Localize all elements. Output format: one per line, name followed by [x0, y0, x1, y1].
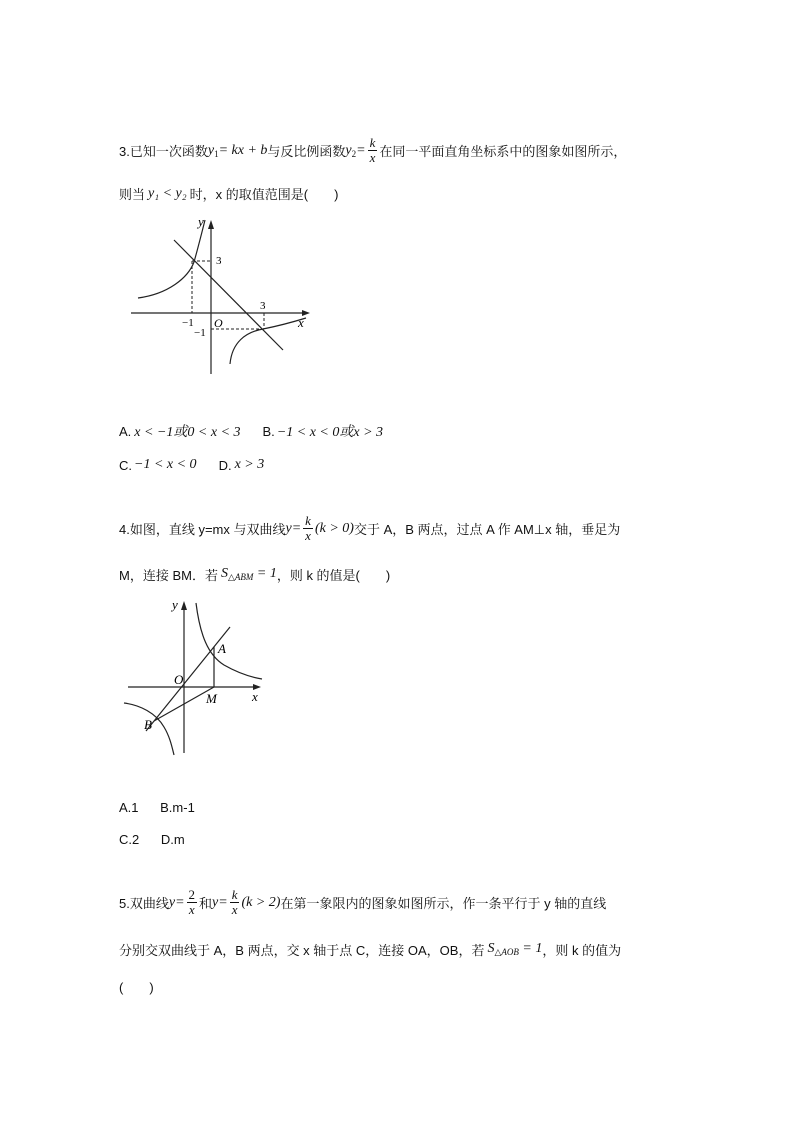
q3-label-x: x	[298, 315, 304, 330]
q4-tail: 交于 A，B 两点，过点 A 作 AM⊥x 轴，垂足为	[353, 522, 621, 537]
q4-line2-post: ，则 k 的值是( )	[276, 568, 391, 583]
q3-option-a-label[interactable]: A.	[119, 423, 132, 439]
q4-graph	[120, 595, 270, 757]
q4-label-a: A	[218, 641, 226, 656]
q3-tail: 在同一平面直角坐标系中的图象如图所示，	[379, 144, 627, 159]
q4-stem-line1	[119, 514, 620, 543]
q5-answer-bracket: ( )	[119, 980, 154, 995]
q4-stem-line2	[119, 565, 390, 584]
q3-hyperbola-branch-4	[230, 318, 306, 364]
q4-y-arrow-icon	[181, 601, 187, 610]
q3-line2-post: 时，x 的取值范围是( )	[189, 187, 339, 202]
q4-label-origin: O	[174, 672, 184, 687]
q3-option-b[interactable]: −1 < x < 0或x > 3	[276, 425, 384, 440]
q3-option-c-label[interactable]: C.	[119, 457, 132, 473]
q3-line2-pre: 则当	[119, 187, 146, 202]
q5-y1: y	[168, 894, 176, 910]
q4-option-a[interactable]: A.1	[119, 800, 139, 815]
q3-stem-line1	[119, 136, 626, 165]
q5-y2: y	[212, 894, 219, 910]
q4-option-c[interactable]: C.2	[119, 832, 140, 847]
q5-condition: (k > 2)	[241, 894, 281, 910]
q3-label-x3: 3	[260, 300, 266, 312]
q4-options-row1	[119, 800, 195, 815]
q3-option-d-label[interactable]: D.	[218, 457, 232, 473]
q4-eq: =	[291, 520, 302, 536]
q3-lead: 3.已知一次函数	[119, 144, 208, 159]
q3-linear-eq: = kx + b	[218, 142, 268, 158]
q4-lead: 4.如图，直线 y=mx 与双曲线	[119, 522, 286, 537]
q5-tail: 在第一象限内的图象如图所示，作一条平行于 y 轴的直线	[280, 896, 607, 911]
q5-lead: 5.双曲线	[119, 896, 169, 911]
q3-graph	[128, 212, 313, 378]
q3-fraction: $\frac{k}{x}$	[369, 135, 376, 165]
q3-options-row2	[119, 457, 264, 473]
q5-stem-line2	[119, 940, 621, 959]
q4-line2-pre: M，连接 BM．若	[119, 568, 218, 583]
q3-y-arrow-icon	[208, 220, 214, 229]
q4-option-d[interactable]: D.m	[160, 832, 185, 847]
q3-option-c[interactable]: −1 < x < 0	[134, 457, 197, 472]
q3-stem-line2	[119, 184, 338, 203]
q3-y1: $y_1$	[207, 142, 219, 159]
q5-line2-post: ，则 k 的值为	[542, 943, 622, 958]
q3-inequality: y₁ < y₂	[148, 185, 187, 201]
q4-hyperbola-branch-1	[196, 603, 262, 679]
q3-option-a[interactable]: x < −1或0 < x < 3	[134, 425, 241, 440]
q3-mid: 与反比例函数	[267, 144, 346, 159]
q3-label-y: y	[198, 214, 204, 229]
q5-eq2: =	[218, 894, 228, 910]
q5-stem-line1	[119, 888, 606, 917]
q4-label-x: x	[252, 689, 258, 704]
q3-label-xm1: −1	[182, 317, 194, 329]
q3-linear-line	[174, 240, 283, 350]
q4-y: y	[285, 520, 292, 536]
q4-fraction: $\frac{k}{x}$	[305, 513, 311, 543]
q3-hyperbola-branch-2	[138, 220, 205, 298]
q3-label-ym1: −1	[194, 327, 206, 339]
q4-option-b[interactable]: B.m-1	[160, 800, 195, 815]
q4-area: $S_{\triangle ABM} = 1$	[220, 566, 277, 582]
q3-option-b-label[interactable]: B.	[262, 423, 275, 439]
q5-eq1: =	[175, 894, 185, 910]
q3-options-row1	[119, 421, 383, 441]
q5-and: 和	[199, 896, 213, 911]
q4-label-y: y	[172, 597, 178, 612]
q5-fraction-1: $\frac{2}{x}$	[188, 887, 196, 917]
q5-area: $S_{\triangle AOB} = 1$	[487, 941, 543, 957]
q4-options-row2	[119, 832, 185, 847]
q4-condition: (k > 0)	[314, 520, 354, 536]
q3-label-y3: 3	[216, 255, 222, 267]
q3-label-origin: O	[214, 316, 223, 330]
q5-fraction-2: $\frac{k}{x}$	[231, 887, 238, 917]
q4-label-b: B	[144, 717, 152, 732]
q5-line2-pre: 分别交双曲线于 A，B 两点，交 x 轴于点 C，连接 OA，OB，若	[119, 943, 485, 958]
q4-label-m: M	[206, 691, 217, 706]
q3-option-d[interactable]: x > 3	[234, 457, 265, 472]
q3-eq2: =	[356, 142, 366, 158]
q3-y2: $y_2$	[345, 142, 357, 159]
